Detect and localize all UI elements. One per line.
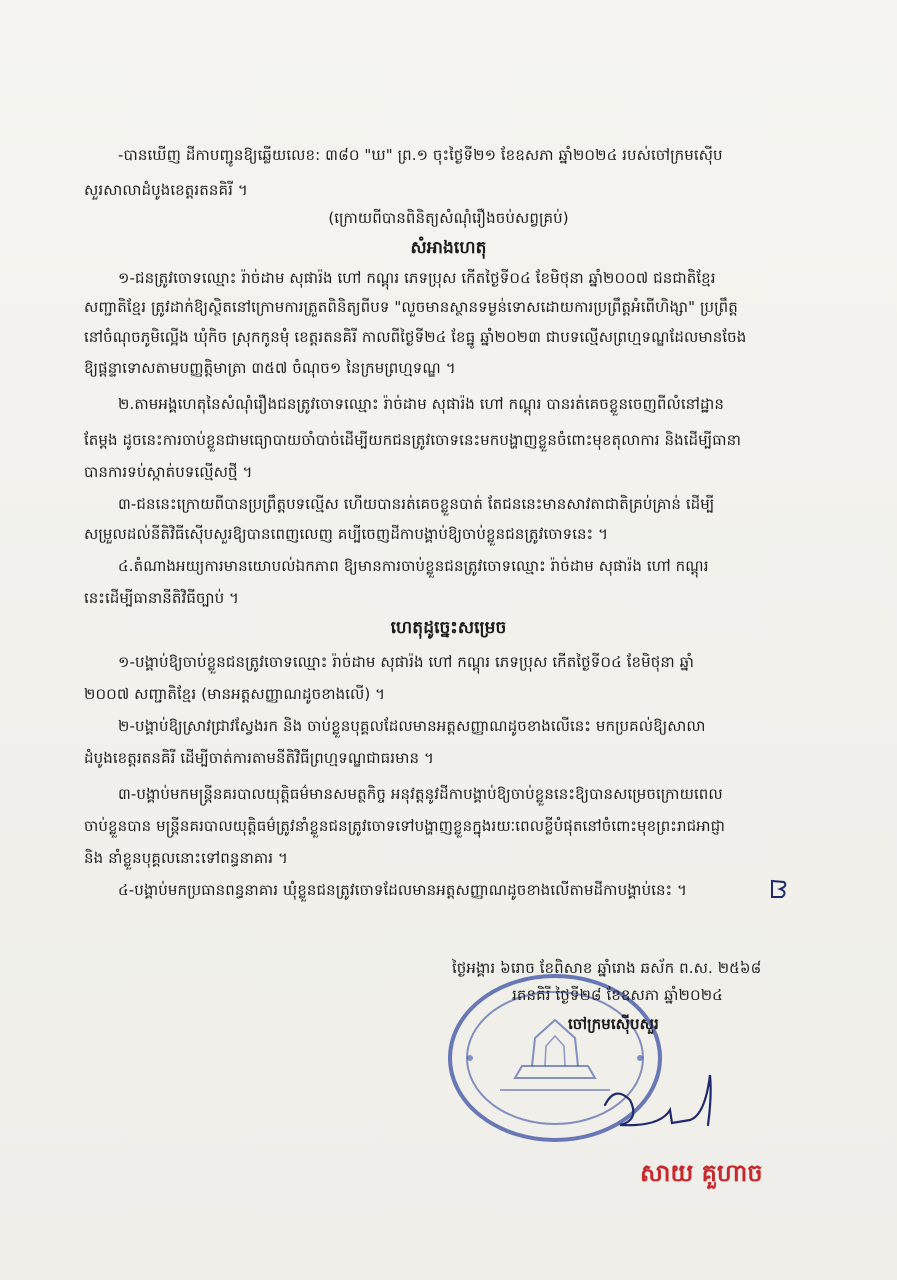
reason-4-line-2: នេះដើម្បីធានានីតិវិធីច្បាប់ ។	[84, 589, 240, 607]
date-solar: រតនគិរី ថ្ងៃទី២៨ ខែឧសភា ឆ្នាំ២០២៤	[512, 986, 723, 1004]
reason-3-line-2: សម្រួលដល់នីតិវិធីស៊ើបសួរឱ្យបានពេញលេញ គប្បីចេញដីកាបង្គាប់ឱ្យចាប់ខ្លួនជនត្រូវចោទនេះ ។	[84, 525, 609, 543]
date-lunar: ថ្ងៃអង្គារ ៦រោច ខែពិសាខ ឆ្នាំរោង ឆស័ក ព.ស. ២៥៦៨	[452, 959, 762, 977]
order-3-line-2: ចាប់ខ្លួនបាន មន្ត្រីនគរបាលយុត្តិធម៌ត្រូវនាំខ្លួនជនត្រូវចោទទៅបង្ហាញខ្លួនក្នុងរយៈពេលខ្លីបំផុតនៅចំពោះមុខព្រះរាជអាជ្ញា	[84, 817, 725, 835]
reason-1-line-3: នៅចំណុចភូមិល្អើង ឃុំកិច ស្រុកកូនមុំ ខេត្តរតនគិរី កាលពីថ្ងៃទី២៤ ខែធ្នូ ឆ្នាំ២០២៣ ជាបទល្មើសព្រហ្មទណ្ឌដែលមានចែង	[84, 328, 747, 346]
order-2-line-2: ដំបូងខេត្តរតនគិរី ដើម្បីចាត់ការតាមនីតិវិធីព្រហ្មទណ្ឌជាធរមាន ។	[84, 749, 434, 767]
reason-3-line-1: ៣-ជននេះក្រោយពីបានប្រព្រឹត្តបទល្មើស ហើយបានរត់គេចខ្លួនបាត់ តែជននេះមានសាវតាជាតិគ្រប់គ្រាន់ ដើម្បី	[118, 495, 715, 513]
reason-2-line-3: បានការទប់ស្កាត់បទល្មើសថ្មី ។	[84, 463, 253, 481]
signer-title: ចៅក្រមស៊ើបសួរ	[568, 1015, 659, 1033]
order-4-line-1: ៤-បង្គាប់មកប្រធានពន្ធនាគារ ឃុំខ្លួនជនត្រូវចោទដែលមានអត្តសញ្ញាណដូចខាងលើតាមដីកាបង្គាប់នេះ ។	[118, 881, 688, 899]
initial-mark-icon	[768, 878, 790, 900]
reason-1-line-2: សញ្ជាតិខ្មែរ ត្រូវដាក់ឱ្យស្ថិតនៅក្រោមការត្រួតពិនិត្យពីបទ "លួចមានស្ថានទម្ងន់ទោសដោយការប្រព្រឹត្តអំពើហិង្សា" ប្រព្រឹត្ត	[84, 298, 738, 316]
order-1-line-1: ១-បង្គាប់ឱ្យចាប់ខ្លួនជនត្រូវចោទឈ្មោះ រ៉ាច់ដាម សុផារ៉ង ហៅ កណ្តុរ ភេទប្រុស កើតថ្ងៃទី០៤ ខែមិថុនា ឆ្នាំ	[118, 653, 694, 671]
heading-orders: ហេតុដូច្នេះសម្រេច	[390, 618, 507, 638]
reason-4-line-1: ៤.តំណាងអយ្យការមានយោបល់ឯកភាព ឱ្យមានការចាប់ខ្លួនជនត្រូវចោទឈ្មោះ រ៉ាច់ដាម សុផារ៉ង ហៅ កណ្តុរ	[118, 557, 709, 575]
signer-name: សាយ គួហាច	[640, 1159, 763, 1187]
signature-icon	[600, 1065, 730, 1135]
reason-2-line-2: តែម្តង ដូចនេះការចាប់ខ្លួនជាមធ្យោបាយចាំបាច់ដើម្បីយកជនត្រូវចោទនេះមកបង្ហាញខ្លួនចំពោះមុខតុលាការ និងដើម្បីធានា	[84, 431, 741, 449]
intro-line-1: -បានឃើញ ដីកាបញ្ជូនឱ្យឆ្លើយលេខ: ៣៨០ "ឃ" ព្រ.១ ចុះថ្ងៃទី២១ ខែឧសភា ឆ្នាំ២០២៤ របស់ចៅក្រមស៊ើប	[118, 146, 723, 164]
order-3-line-3: និង នាំខ្លួនបុគ្គលនោះទៅពន្ធនាគារ ។	[84, 849, 288, 867]
reason-1-line-4: ឱ្យផ្តន្ទាទោសតាមបញ្ញត្តិមាត្រា ៣៥៧ ចំណុច១ នៃក្រមព្រហ្មទណ្ឌ ។	[84, 359, 456, 377]
order-1-line-2: ២០០៧ សញ្ជាតិខ្មែរ (មានអត្តសញ្ញាណដូចខាងលើ) ។	[84, 685, 386, 703]
order-2-line-1: ២-បង្គាប់ឱ្យស្រាវជ្រាវស្វែងរក និង ចាប់ខ្លួនបុគ្គលដែលមានអត្តសញ្ញាណដូចខាងលើនេះ មកប្រគល់ឱ្យសាលា	[118, 717, 706, 735]
review-note: (ក្រោយពីបានពិនិត្យសំណុំរឿងចប់សព្វគ្រប់)	[328, 209, 569, 227]
heading-reasons: សំអាងហេតុ	[410, 238, 487, 258]
order-3-line-1: ៣-បង្គាប់មកមន្ត្រីនគរបាលយុត្តិធម៌មានសមត្ថកិច្ច អនុវត្តនូវដីកាបង្គាប់ឱ្យចាប់ខ្លួននេះឱ្យបានសម្រេចក្រោយពេល	[118, 785, 723, 803]
intro-line-2: សួរសាលាដំបូងខេត្តរតនគិរី ។	[84, 181, 248, 199]
reason-2-line-1: ២.តាមអង្គហេតុនៃសំណុំរឿងជនត្រូវចោទឈ្មោះ រ៉ាច់ដាម សុផារ៉ង ហៅ កណ្តុរ បានរត់គេចខ្លួនចេញពីលំនៅដ្ឋាន	[118, 395, 724, 413]
reason-1-line-1: ១-ជនត្រូវចោទឈ្មោះ រ៉ាច់ដាម សុផារ៉ង ហៅ កណ្តុរ ភេទប្រុស កើតថ្ងៃទី០៤ ខែមិថុនា ឆ្នាំ២០០៧ ជនជាតិខ្មែរ	[118, 269, 716, 287]
